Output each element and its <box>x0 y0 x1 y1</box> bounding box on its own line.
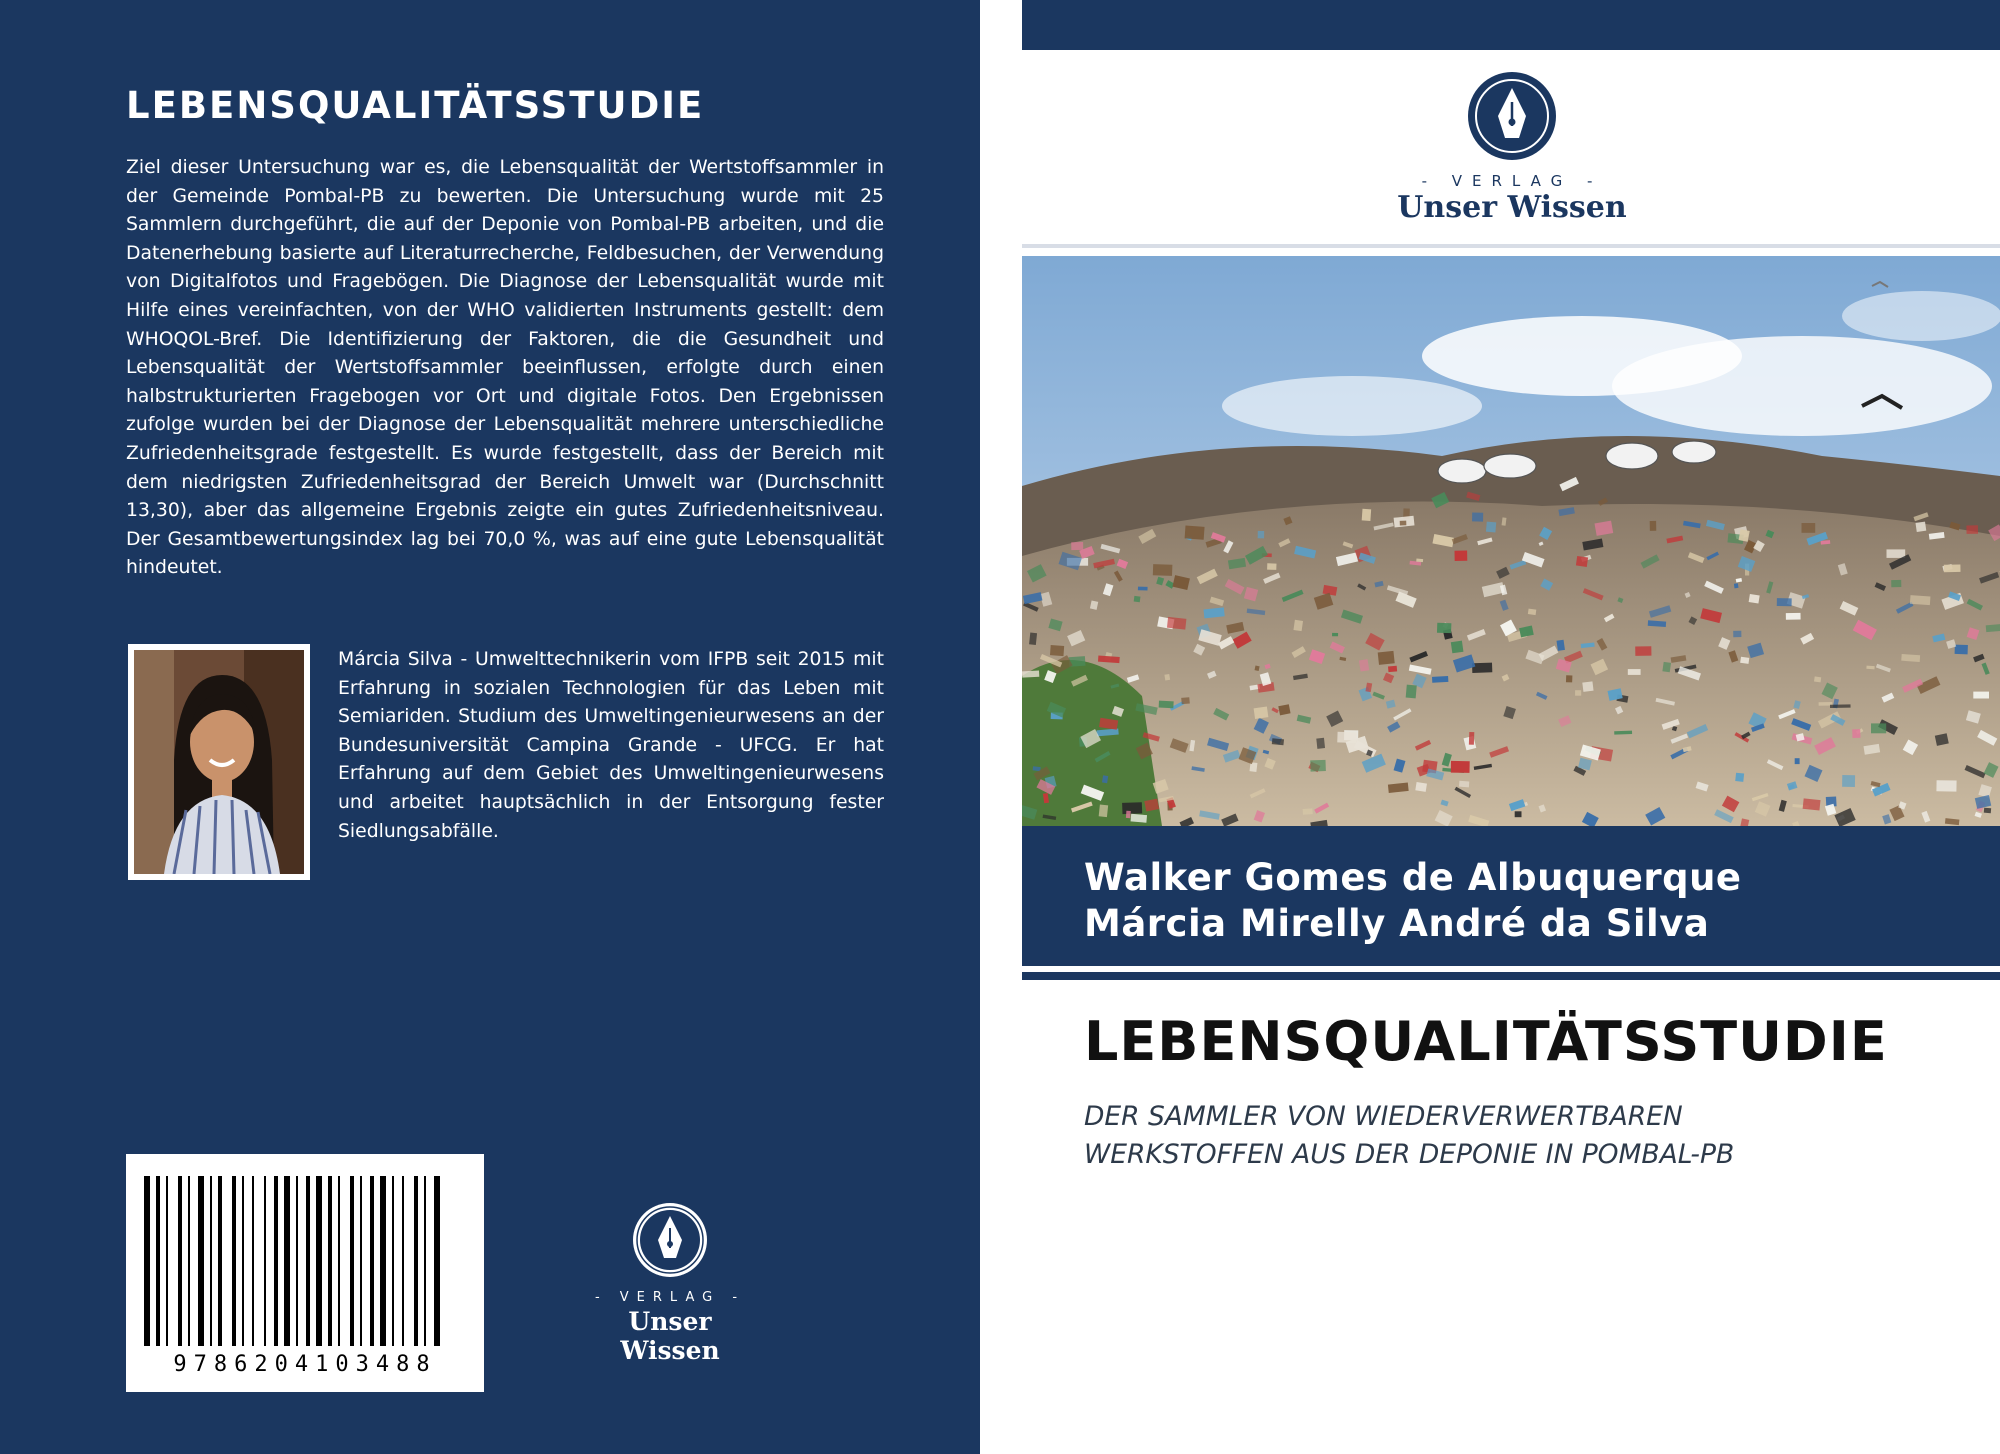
barcode-bar <box>188 1176 190 1346</box>
barcode-bar <box>338 1176 340 1346</box>
author-portrait-image <box>134 650 304 874</box>
litter-piece <box>1022 671 1039 678</box>
litter-piece <box>1378 651 1395 665</box>
litter-piece <box>1099 805 1108 818</box>
author-name-2: Márcia Mirelly André da Silva <box>1084 902 1710 945</box>
litter-piece <box>1582 681 1593 691</box>
barcode-bar <box>144 1176 150 1346</box>
litter-piece <box>1576 556 1588 567</box>
litter-piece <box>1267 563 1276 570</box>
barcode-bar <box>296 1176 298 1346</box>
barcode-bar <box>402 1176 404 1346</box>
subtitle-line-1: DER SAMMLER VON WIEDERVERWERTBAREN <box>1084 1101 1683 1132</box>
litter-piece <box>1071 542 1083 550</box>
barcode-bar <box>414 1176 418 1346</box>
litter-piece <box>1138 587 1148 591</box>
front-publisher-logo <box>1292 70 1732 225</box>
barcode-bar <box>380 1176 386 1346</box>
litter-piece <box>1181 697 1190 704</box>
barcode <box>126 1154 484 1392</box>
litter-piece <box>1777 598 1792 606</box>
litter-piece <box>1451 761 1470 773</box>
litter-piece <box>1159 701 1174 709</box>
back-publisher-name: Unser Wissen <box>620 1307 720 1365</box>
pen-nib-logo-icon <box>630 1200 710 1280</box>
barcode-bar <box>242 1176 244 1346</box>
front-cover-title: LEBENSQUALITÄTSSTUDIE <box>1084 1010 1888 1073</box>
litter-piece <box>1887 549 1906 558</box>
barcode-bar <box>210 1176 212 1346</box>
author-name-1: Walker Gomes de Albuquerque <box>1084 856 1742 899</box>
litter-piece <box>1936 780 1956 791</box>
litter-piece <box>1359 659 1369 671</box>
litter-piece <box>1437 623 1451 633</box>
barcode-bar <box>156 1176 160 1346</box>
litter-piece <box>1802 523 1816 533</box>
litter-piece <box>1122 802 1142 814</box>
litter-piece <box>1432 676 1448 683</box>
barcode-bar <box>178 1176 182 1346</box>
barcode-bar <box>434 1176 440 1346</box>
litter-piece <box>1472 663 1492 673</box>
litter-piece <box>1293 620 1303 631</box>
litter-piece <box>1167 617 1186 630</box>
barcode-bar <box>316 1176 322 1346</box>
litter-piece <box>1416 559 1423 563</box>
spine <box>980 0 1022 1454</box>
litter-piece <box>1455 550 1468 561</box>
barcode-bar <box>306 1176 310 1346</box>
litter-piece <box>1740 657 1749 664</box>
barcode-bar <box>232 1176 236 1346</box>
litter-piece <box>1388 666 1397 672</box>
author-photo <box>128 644 310 880</box>
litter-piece <box>1944 565 1961 573</box>
barcode-bar <box>218 1176 222 1346</box>
litter-piece <box>1734 583 1739 588</box>
back-cover-title: LEBENSQUALITÄTSSTUDIE <box>126 84 705 127</box>
litter-piece <box>1891 580 1901 587</box>
barcode-bar <box>350 1176 354 1346</box>
litter-piece <box>1459 781 1469 788</box>
landfill-photo <box>1022 256 2000 826</box>
litter-piece <box>1852 729 1860 738</box>
litter-piece <box>1134 596 1141 602</box>
barcode-bar <box>198 1176 204 1346</box>
barcode-bar <box>284 1176 290 1346</box>
litter-piece <box>1735 773 1744 782</box>
litter-piece <box>1486 522 1496 533</box>
barcode-icon <box>140 1176 470 1354</box>
front-publisher-name: Unser Wissen <box>1397 190 1627 225</box>
litter-piece <box>1795 758 1800 764</box>
litter-piece <box>1303 808 1313 814</box>
litter-piece <box>1628 669 1641 675</box>
litter-piece <box>1749 594 1760 604</box>
barcode-bar <box>328 1176 332 1346</box>
litter-piece <box>1310 760 1326 772</box>
litter-piece <box>1916 522 1927 532</box>
litter-piece <box>1557 640 1565 651</box>
front-top-bar <box>1022 0 2000 50</box>
litter-piece <box>1406 685 1417 699</box>
litter-piece <box>1316 738 1325 749</box>
litter-piece <box>1415 782 1427 792</box>
back-publisher-logo <box>580 1200 760 1365</box>
litter-piece <box>1966 525 1978 534</box>
litter-piece <box>1662 662 1671 672</box>
litter-piece <box>1332 633 1338 636</box>
litter-piece <box>1614 731 1632 735</box>
litter-piece <box>1830 704 1851 708</box>
litter-piece <box>1866 666 1874 670</box>
litter-piece <box>1050 645 1064 656</box>
litter-piece <box>1901 654 1920 662</box>
litter-piece <box>1515 811 1522 817</box>
litter-piece <box>1786 613 1801 620</box>
litter-piece <box>1566 675 1572 682</box>
litter-piece <box>1472 513 1483 522</box>
litter-piece <box>1126 811 1131 818</box>
divider-line <box>1022 244 2000 248</box>
litter-piece <box>1451 641 1464 654</box>
barcode-bar <box>252 1176 254 1346</box>
litter-piece <box>1973 692 1989 699</box>
front-cover <box>1022 0 2000 1454</box>
litter-piece <box>1362 509 1371 521</box>
litter-piece <box>1528 609 1536 616</box>
litter-piece <box>1635 646 1651 656</box>
blue-rule <box>1022 972 2000 980</box>
litter-piece <box>1955 645 1968 655</box>
back-cover <box>0 0 980 1454</box>
pen-nib-logo-icon <box>1466 70 1558 162</box>
barcode-bar <box>392 1176 394 1346</box>
litter-piece <box>1272 738 1284 745</box>
litter-piece <box>1102 775 1108 783</box>
litter-piece <box>1153 564 1173 576</box>
author-bio: Márcia Silva - Umwelttechnikerin vom IFPB seit 2015 mit Erfahrung in sozialen Technologien für das Leben mit Semiariden. Studium des Umweltingenieurwesens an der Bundesuniversität Campina Grande - UFCG. Er hat Erfahrung auf dem Gebiet des Umweltingenieurwesens und arbeitet hauptsächlich in der Entsorgung fester Siedlungsabfälle. <box>338 649 884 842</box>
back-verlag-label: - VERLAG - <box>594 1290 746 1305</box>
litter-piece <box>1131 814 1148 823</box>
barcode-bar <box>370 1176 374 1346</box>
litter-piece <box>1814 676 1821 682</box>
litter-piece <box>1984 808 1991 814</box>
litter-piece <box>1164 674 1170 680</box>
litter-piece <box>1803 798 1821 810</box>
litter-piece <box>1650 521 1657 531</box>
front-subtitle <box>1084 1098 1964 1174</box>
litter-piece <box>1400 521 1407 526</box>
barcode-bar <box>264 1176 266 1346</box>
barcode-bar <box>424 1176 426 1346</box>
litter-piece <box>1733 631 1741 637</box>
barcode-bar <box>274 1176 278 1346</box>
front-verlag-label: - VERLAG - <box>1421 172 1603 190</box>
litter-piece <box>1254 707 1269 719</box>
litter-piece <box>1871 723 1886 733</box>
litter-piece <box>1575 690 1581 696</box>
isbn-number: 9786204103488 <box>173 1352 437 1377</box>
litter-piece <box>1469 732 1474 745</box>
author-band <box>1022 826 2000 966</box>
abstract-text: Ziel dieser Untersuchung war es, die Lebensqualität der Wertstoffsammler in der Gemeinde Pombal-PB zu bewerten. Die Untersuchung wurde mit 25 Sammlern durchgeführt, die auf der Deponie von Pombal-PB arbeiten, und die Datenerhebung basierte auf Literaturrecherche, Feldbesuchen, der Verwendung von Digitalfotos und Fragebögen. Die Diagnose der Lebensqualität wurde mit Hilfe eines vereinfachten, von der WHO validierten Instruments gestellt: dem WHOQOL-Bref. Die Identifizierung der Faktoren, die die Gesundheit und Lebensqualität der Wertstoffsammler beeinflussen, erfolgte durch einen halbstrukturierten Fragebogen vor Ort und digitale Fotos. Den Ergebnissen zufolge wurden bei der Diagnose der Lebensqualität mehrere unterschiedliche Zufriedenheitsgrade festgestellt. Es wurde festgestellt, dass der Bereich mit dem niedrigsten Zufriedenheitsgrad der Bereich Umwelt war (Durchschnitt 13,30), aber das allgemeine Ergebnis zeigte ein gutes Zufriedenheitsniveau. Der Gesamtbewertungsindex lag bei 70,0 %, was auf eine gute Lebensqualität hindeutet. <box>126 157 884 579</box>
litter-piece <box>1185 526 1205 540</box>
litter-piece <box>1258 531 1265 539</box>
subtitle-line-2: WERKSTOFFEN AUS DER DEPONIE IN POMBAL-PB <box>1084 1139 1735 1170</box>
litter-piece <box>1910 595 1931 605</box>
barcode-bar <box>360 1176 362 1346</box>
litter-piece <box>1029 633 1037 645</box>
litter-piece <box>1842 775 1855 787</box>
barcode-bar <box>166 1176 168 1346</box>
